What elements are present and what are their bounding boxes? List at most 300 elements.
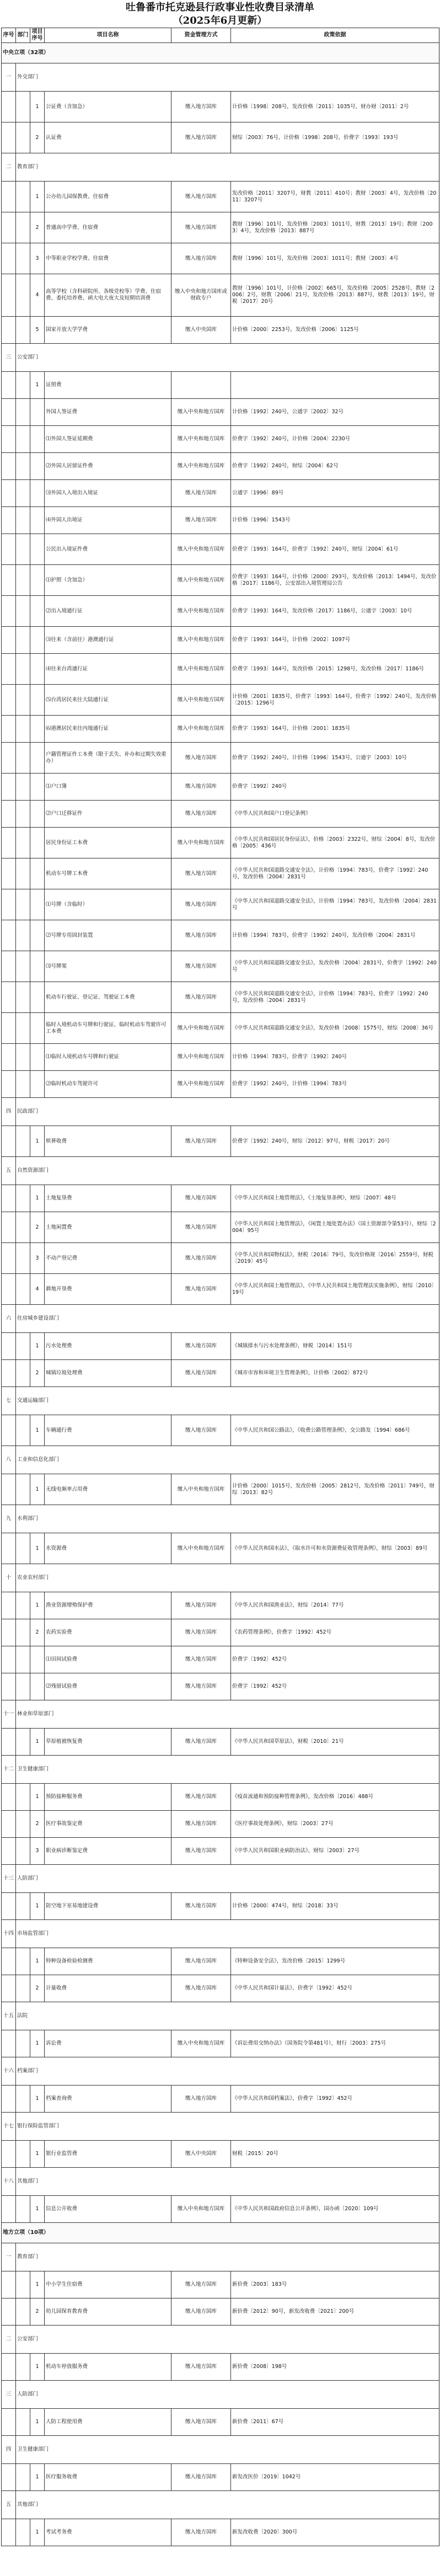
item-index [30,889,45,920]
item-name: 土地闲置费 [45,1212,171,1243]
item-name: 农药实验费 [45,1619,171,1646]
item-name: 公办幼儿园保教费、住宿费 [45,182,171,212]
item-name: 信息公开收费 [45,2196,171,2223]
policy-basis: 《城镇排水与污水处理条例》，财税〔2014〕151号 [231,1333,439,1360]
policy-basis: 《中华人民共和国档案法》，价费字〔1992〕452号 [231,2086,439,2113]
item-name: ⑴护照（含加急） [45,565,171,596]
fund-management: 缴入地方国库 [171,1975,231,2002]
item-name: ⑵号牌专用固封装置 [45,920,171,951]
item-index: 2 [30,2298,45,2326]
policy-basis: 财综〔2003〕76号，计价格〔1998〕208号，价费字〔1993〕193号 [231,122,439,153]
fund-management: 缴入中央和地方国库 [171,399,231,426]
policy-basis: 教财〔1996〕101号，计价格〔2002〕665号，发改价格〔2005〕2528号，教财〔2006〕2号，财教〔2006〕21号，发改价格〔2013〕887号，财教〔2013〕19号，财税〔2017〕20号 [231,274,439,317]
policy-basis: 教财〔1996〕101号，发改价格〔2003〕1011号，财教〔2013〕19号；教财〔2003〕4号，发改价格〔2013〕887号 [231,212,439,243]
department-index: 二 [2,153,16,182]
item-index: 1 [30,2519,45,2546]
item-index: 1 [30,182,45,212]
sub-item-row [2,743,439,774]
item-name: 防空地下室易地建设费 [45,1893,171,1920]
fund-management: 缴入地方国库 [171,1274,231,1305]
sub-item-row [2,627,439,654]
item-name: ⑵临时机动车驾驶许可 [45,1071,171,1098]
policy-basis: 计价格〔2001〕1835号，价费字〔1993〕164号，价费字〔1992〕240号，发改价格〔2015〕1296号 [231,685,439,716]
row-index-cell [2,565,16,596]
row-dept-cell [16,2196,30,2223]
department-index: 一 [2,63,16,92]
fund-management: 缴入中央和地方国库 [171,1013,231,1044]
sub-item-row [2,858,439,889]
row-dept-cell [16,453,30,480]
policy-basis: 计价格〔1996〕1543号 [231,507,439,534]
row-index-cell [2,1274,16,1305]
row-dept-cell [16,1592,30,1619]
row-index-cell [2,1673,16,1700]
item-name: 国家开放大学学费 [45,317,171,344]
fund-management: 缴入地方国库 [171,889,231,920]
row-index-cell [2,274,16,317]
row-dept-cell [16,1044,30,1071]
item-index: 1 [30,2354,45,2381]
sub-item-row [2,654,439,685]
item-index [30,951,45,982]
fund-management: 缴入地方国库 [171,1185,231,1212]
fund-management: 缴入中央和地方国库 [171,453,231,480]
item-row [2,1243,439,1274]
row-dept-cell [16,507,30,534]
row-index-cell [2,243,16,274]
item-index [30,858,45,889]
department-name: 市场监管部门 [16,1920,439,1948]
row-index-cell [2,858,16,889]
item-row [2,2519,439,2546]
row-dept-cell [16,1126,30,1157]
fund-management: 缴入中央和地方国库 [171,534,231,565]
row-dept-cell [16,743,30,774]
item-row [2,1592,439,1619]
item-row [2,1333,439,1360]
row-dept-cell [16,2409,30,2436]
row-dept-cell [16,1948,30,1975]
policy-basis [231,372,439,399]
fund-management: 缴入地方国库 [171,1948,231,1975]
item-name: 临时入境机动车号牌和行驶证、临时机动车驾驶许可工本费 [45,1013,171,1044]
department-index: 十七 [2,2113,16,2141]
item-index: 1 [30,1729,45,1756]
department-row [2,2057,439,2086]
row-dept-cell [16,716,30,743]
item-name: 户籍管理证件工本费（限于丢失、补办和过期失效重办） [45,743,171,774]
row-dept-cell [16,1646,30,1673]
item-name: 银行业监管费 [45,2141,171,2168]
row-dept-cell [16,2298,30,2326]
fund-management: 缴入中央和地方国库 [171,565,231,596]
department-row [2,2436,439,2464]
item-name: 外国人签证费 [45,399,171,426]
row-index-cell [2,627,16,654]
department-row [2,2113,439,2141]
row-index-cell [2,1811,16,1838]
item-index: 1 [30,1185,45,1212]
item-row [2,2271,439,2298]
item-name: 证照费 [45,372,171,399]
row-index-cell [2,2086,16,2113]
department-name: 教育部门 [16,153,439,182]
policy-basis: 价费字〔1993〕164号，计价格〔2000〕293号，发改价格〔2013〕1494号，发改价格〔2017〕1186号，公安部出入境管理局公告 [231,565,439,596]
row-dept-cell [16,889,30,920]
item-name: 机动车号牌工本费 [45,858,171,889]
item-index [30,1044,45,1071]
item-name: 公证费（含加急） [45,92,171,122]
item-index: 2 [30,212,45,243]
row-index-cell [2,1013,16,1044]
item-name: ⑸台湾居民来往大陆通行证 [45,685,171,716]
fund-management: 缴入地方国库 [171,1838,231,1865]
item-index [30,480,45,507]
item-index: 1 [30,2030,45,2057]
fund-management: 缴入地方国库 [171,2298,231,2326]
sub-item-row [2,1071,439,1098]
item-name: 特种设备检验检测费 [45,1948,171,1975]
fund-management: 缴入地方国库 [171,1784,231,1811]
fund-management: 缴入地方国库 [171,92,231,122]
policy-basis: 《医疗事故处理条例》，财综〔2003〕27号 [231,1811,439,1838]
item-name: ⑴号牌（含临时） [45,889,171,920]
row-dept-cell [16,1784,30,1811]
policy-basis: 《中华人民共和国道路交通安全法》，计价格〔1994〕783号，发改价格〔2004〕2831号 [231,889,439,920]
item-row [2,212,439,243]
policy-basis: 价费字〔1992〕240号，计价格〔2004〕2230号 [231,426,439,453]
sub-item-row [2,453,439,480]
item-index: 1 [30,1893,45,1920]
item-name: ⑴田间试验费 [45,1646,171,1673]
row-dept-cell [16,1729,30,1756]
item-index [30,743,45,774]
item-row [2,2141,439,2168]
item-index: 2 [30,1360,45,1387]
section-title: 地方立项（10项） [2,2223,439,2243]
row-dept-cell [16,596,30,627]
policy-basis: 《中华人民共和国物权法》，财税〔2016〕79号，发改价格规〔2016〕2559号，财税〔2019〕45号 [231,1243,439,1274]
fund-management: 缴入地方国库 [171,801,231,828]
item-row [2,2409,439,2436]
item-index: 1 [30,2271,45,2298]
department-index: 四 [2,1098,16,1126]
policy-basis: 《中华人民共和国政府信息公开条例》，国办函〔2020〕109号 [231,2196,439,2223]
policy-basis: 价费字〔1993〕164号，发改价格〔2017〕1186号，公通字〔2003〕10号 [231,596,439,627]
fund-management: 缴入中央和地方国库 [171,2196,231,2223]
item-index: 4 [30,1274,45,1305]
department-name: 人防部门 [16,2381,439,2409]
item-index: 4 [30,274,45,317]
row-index-cell [2,2298,16,2326]
item-index: 1 [30,2196,45,2223]
header-item-name: 项目名称 [45,28,171,43]
fund-management: 缴入中央和地方国库 [171,1474,231,1505]
item-name: ⑴外国人签证延期费 [45,426,171,453]
row-index-cell [2,212,16,243]
item-name: ⑵外国人居留证件费 [45,453,171,480]
department-row [2,1920,439,1948]
fund-management: 缴入中央和地方国库 [171,596,231,627]
department-row [2,1564,439,1592]
item-row [2,1360,439,1387]
department-row [2,1446,439,1474]
policy-basis: 《中华人民共和国居民身份证法》，价格〔2003〕2322号，财综〔2004〕8号，发改价格〔2005〕436号 [231,828,439,858]
row-index-cell [2,685,16,716]
item-name: 普通高中学费、住宿费 [45,212,171,243]
fund-management: 缴入地方国库 [171,951,231,982]
fund-management: 缴入地方国库 [171,122,231,153]
item-name: 居民身份证工本费 [45,828,171,858]
row-dept-cell [16,1212,30,1243]
fund-management: 缴入地方国库 [171,507,231,534]
sub-item-row [2,1646,439,1673]
department-row [2,2381,439,2409]
department-name: 其他部门 [16,2168,439,2196]
section-row [2,2223,439,2243]
row-dept-cell [16,1013,30,1044]
department-index: 五 [2,2491,16,2519]
row-dept-cell [16,2141,30,2168]
fee-table [1,28,439,2546]
item-index [30,1673,45,1700]
department-row [2,153,439,182]
fund-management: 缴入地方国库 [171,2354,231,2381]
sub-item-row [2,480,439,507]
item-name: 认证费 [45,122,171,153]
row-index-cell [2,480,16,507]
policy-basis: 计价格〔1998〕208号，发改价格〔2011〕1035号，财办财〔2011〕2号 [231,92,439,122]
policy-basis: 计价格〔1994〕783号，价费字〔1992〕240号 [231,1044,439,1071]
policy-basis: 《中华人民共和国土地管理法》，《土地复垦条例》，财综〔2007〕48号 [231,1185,439,1212]
fund-management: 缴入地方国库 [171,243,231,274]
row-dept-cell [16,2354,30,2381]
row-index-cell [2,1044,16,1071]
item-name: ⑶外国人入境出入境证 [45,480,171,507]
policy-basis: 新发改医价〔2019〕1042号 [231,2464,439,2491]
item-row [2,1619,439,1646]
item-index: 1 [30,1948,45,1975]
row-index-cell [2,2271,16,2298]
department-row [2,1700,439,1729]
department-row [2,1756,439,1784]
row-index-cell [2,1071,16,1098]
item-name: ⑵出入境通行证 [45,596,171,627]
row-index-cell [2,1619,16,1646]
row-dept-cell [16,654,30,685]
item-row [2,1811,439,1838]
row-dept-cell [16,1811,30,1838]
document-subtitle: （2025年6月更新） [173,15,267,26]
policy-basis: 新价费〔2003〕183号 [231,2271,439,2298]
row-index-cell [2,2141,16,2168]
policy-basis: 《中华人民共和国职业病防治法》，财综〔2003〕27号 [231,1838,439,1865]
row-dept-cell [16,534,30,565]
fund-management: 缴入地方国库 [171,2409,231,2436]
policy-basis: 《中华人民共和国道路交通安全法》，计价格〔1994〕783号，价费字〔1992〕240号，发改价格〔2004〕2831号 [231,858,439,889]
row-dept-cell [16,1893,30,1920]
row-dept-cell [16,399,30,426]
item-row [2,1893,439,1920]
fund-management: 缴入中央和地方国库 [171,716,231,743]
item-index: 1 [30,1415,45,1446]
row-index-cell [2,1729,16,1756]
section-title: 中央立项（32项） [2,43,439,63]
row-index-cell [2,182,16,212]
department-index: 十二 [2,1756,16,1784]
fund-management: 缴入中央和地方国库 [171,627,231,654]
item-name: 中等职业学校学费、住宿费 [45,243,171,274]
policy-basis: 价费字〔1992〕240号 [231,774,439,801]
department-name: 工业和信息化部门 [16,1446,439,1474]
fund-management: 缴入地方国库 [171,182,231,212]
row-dept-cell [16,92,30,122]
row-dept-cell [16,2030,30,2057]
row-index-cell [2,2464,16,2491]
item-index [30,426,45,453]
item-index: 1 [30,2141,45,2168]
sub-item-row [2,1044,439,1071]
item-row [2,2464,439,2491]
row-index-cell [2,2354,16,2381]
row-index-cell [2,453,16,480]
policy-basis: 《城市市容和环境卫生管理条例》，计价格〔2002〕872号 [231,1360,439,1387]
row-index-cell [2,889,16,920]
item-index [30,716,45,743]
row-index-cell [2,2409,16,2436]
policy-basis: 《中华人民共和国公路法》，《收费公路管理条例》，交公路发〔1994〕686号 [231,1415,439,1446]
policy-basis: 新发改收费〔2020〕300号 [231,2519,439,2546]
row-dept-cell [16,685,30,716]
department-row [2,1505,439,1533]
sub-item-row [2,889,439,920]
policy-basis: 新价费〔2011〕67号 [231,2409,439,2436]
department-row [2,63,439,92]
item-row [2,1784,439,1811]
fund-management: 缴入地方国库 [171,212,231,243]
department-name: 人防部门 [16,1865,439,1893]
item-row [2,274,439,317]
item-index: 3 [30,1243,45,1274]
item-row [2,92,439,122]
fund-management: 缴入地方国库 [171,2519,231,2546]
fund-management: 缴入中央和地方国库 [171,1071,231,1098]
department-index: 五 [2,1157,16,1185]
item-name: ⑴临时入境机动车号牌和行驶证 [45,1044,171,1071]
row-index-cell [2,982,16,1013]
row-dept-cell [16,1474,30,1505]
row-index-cell [2,1533,16,1564]
department-row [2,2168,439,2196]
department-row [2,1305,439,1333]
policy-basis: 教财〔1996〕101号，发改价格〔2003〕1011号；教财〔2003〕4号 [231,243,439,274]
row-dept-cell [16,1274,30,1305]
row-index-cell [2,828,16,858]
fund-management: 缴入中央和地方国库 [171,426,231,453]
row-index-cell [2,372,16,399]
sub-item-row [2,565,439,596]
fund-management: 缴入地方国库 [171,1126,231,1157]
department-name: 外交部门 [16,63,439,92]
policy-basis: 《中华人民共和国渔业法》，财综〔2014〕77号 [231,1592,439,1619]
row-index-cell [2,507,16,534]
row-dept-cell [16,2464,30,2491]
item-index: 1 [30,92,45,122]
item-name: 车辆通行费 [45,1415,171,1446]
policy-basis: 公通字〔1996〕89号 [231,480,439,507]
department-row [2,1865,439,1893]
fund-management: 缴入中央和地方国库 [171,1044,231,1071]
fund-management: 缴入地方国库 [171,743,231,774]
item-name: 幼儿园保育教育费 [45,2298,171,2326]
item-name: 档案查询费 [45,2086,171,2113]
fund-management: 缴入地方国库 [171,774,231,801]
item-name: 水资源费 [45,1533,171,1564]
department-row [2,2326,439,2354]
policy-basis: 价费字〔1992〕240号，财综〔2012〕97号，财税〔2017〕20号 [231,1126,439,1157]
item-name: 机动车行驶证、登记证、驾驶证工本费 [45,982,171,1013]
department-name: 住房城乡建设部门 [16,1305,439,1333]
fund-management: 缴入地方国库 [171,2086,231,2113]
row-dept-cell [16,858,30,889]
item-name: ⑷往来台湾通行证 [45,654,171,685]
item-index [30,801,45,828]
item-index [30,982,45,1013]
row-index-cell [2,1212,16,1243]
header-item-index: 项目序号 [30,28,45,43]
sub-item-row [2,426,439,453]
item-row [2,1212,439,1243]
department-name: 其他部门 [16,2491,439,2519]
header-index: 序号 [2,28,16,43]
sub-item-row [2,774,439,801]
policy-basis: 价费字〔1993〕164号，计价格〔2002〕1097号 [231,627,439,654]
item-index [30,627,45,654]
row-index-cell [2,534,16,565]
sub-item-row [2,716,439,743]
fund-management: 缴入中央和地方国库 [171,654,231,685]
row-index-cell [2,1646,16,1673]
sub-item-row [2,685,439,716]
department-index: 十五 [2,2002,16,2030]
row-dept-cell [16,982,30,1013]
policy-basis: 《疫苗流通和预防接种管理条例》，发改价格〔2016〕488号 [231,1784,439,1811]
item-index [30,828,45,858]
row-dept-cell [16,212,30,243]
item-name: ⑹港澳居民来往内地通行证 [45,716,171,743]
fund-management: 缴入地方国库 [171,1415,231,1446]
fund-management: 缴入中央和地方国库 [171,1533,231,1564]
item-row [2,2086,439,2113]
item-name: ⑵户口迁移证件 [45,801,171,828]
policy-basis: 《中华人民共和国道路交通安全法》，发改价格〔2004〕2831号，价费字〔1992〕240号 [231,951,439,982]
item-name: 诉讼费 [45,2030,171,2057]
department-row [2,1387,439,1415]
department-name: 卫生健康部门 [16,2436,439,2464]
item-name: 公民出入境证件费 [45,534,171,565]
fund-management: 缴入地方国库 [171,1673,231,1700]
policy-basis: 《诉讼费用交纳办法》（国务院令第481号），财行〔2003〕275号 [231,2030,439,2057]
row-dept-cell [16,1185,30,1212]
fund-management: 缴入地方国库 [171,1619,231,1646]
department-row [2,344,439,372]
department-index: 十三 [2,1865,16,1893]
department-name: 农业农村部门 [16,1564,439,1592]
item-name: 污水处理费 [45,1333,171,1360]
department-index: 三 [2,2381,16,2409]
row-dept-cell [16,243,30,274]
row-dept-cell [16,1975,30,2002]
